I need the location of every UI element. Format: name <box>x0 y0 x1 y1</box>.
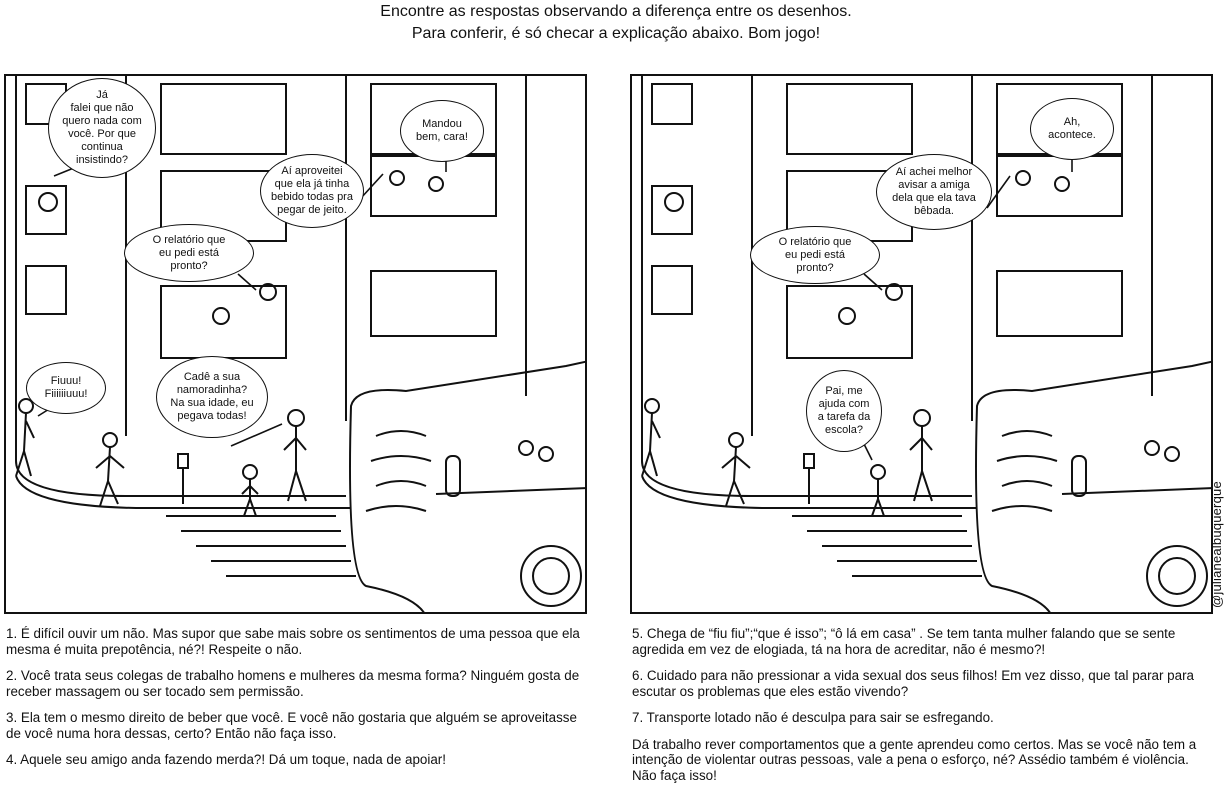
comic-panel-right <box>630 74 1213 614</box>
explanation-1: 1. É difícil ouvir um não. Mas supor que sabe mais sobre os sentimentos de uma pessoa que ela mesma é muita prepotência, né?! Respeite o não. <box>6 626 580 657</box>
explanation-6: 6. Cuidado para não pressionar a vida sexual dos seus filhos! Em vez disso, que tal parar para escutar os problemas que eles estão vivendo? <box>632 668 1194 699</box>
author-credit: @julianealbuquerque <box>1209 481 1224 608</box>
instructions-header <box>0 0 1232 45</box>
speech-bubble-boss: O relatório que eu pedi está pronto? <box>124 224 254 282</box>
instructions-line-2: Para conferir, é só checar a explicação abaixo. Bom jogo! <box>411 25 821 42</box>
speech-bubble-man-window: Aí aproveitei que ela já tinha bebido todas pra pegar de jeito. <box>260 154 364 228</box>
closing-message: Dá trabalho rever comportamentos que a gente aprendeu como certos. Mas se você não tem a intenção de violentar outras pessoas, vale a pena o esforço, né? Assédio também é violência. Não faça isso! <box>632 736 1197 783</box>
speech-bubble-father: Cadê a sua namoradinha? Na sua idade, eu pegava todas! <box>156 356 268 438</box>
speech-bubble-boss: O relatório que eu pedi está pronto? <box>750 226 880 284</box>
speech-bubble-woman-window: Já falei que não quero nada com você. Por que continua insistindo? <box>48 78 156 178</box>
man-walking-left <box>16 399 34 476</box>
speech-bubble-friend-window: Ah, acontece. <box>1030 98 1114 160</box>
comic-panel-left <box>4 74 587 614</box>
instructions-line-1: Encontre as respostas observando a diferença entre os desenhos. <box>380 3 852 20</box>
explanation-3: 3. Ela tem o mesmo direito de beber que você. E você não gostaria que alguém se aproveitasse de você numa hora dessas, certo? Então não faça isso. <box>6 710 577 741</box>
explanation-5: 5. Chega de “fiu fiu”;“que é isso”; “ô lá em casa” . Se tem tanta mulher falando que se sente agredida em vez de elogiada, tá na hora de acreditar, não é mesmo?! <box>632 626 1176 657</box>
explanation-2: 2. Você trata seus colegas de trabalho homens e mulheres da mesma forma? Ninguém gosta de receber massagem ou ser tocado sem permissão. <box>6 668 580 699</box>
speech-bubble-man-window: Aí achei melhor avisar a amiga dela que ela tava bêbada. <box>876 154 992 230</box>
explanations-left <box>6 626 586 779</box>
explanation-7: 7. Transporte lotado não é desculpa para sair se esfregando. <box>632 710 994 725</box>
explanation-4: 4. Aquele seu amigo anda fazendo merda?! Dá um toque, nada de apoiar! <box>6 752 446 767</box>
explanations-right <box>632 626 1214 794</box>
speech-bubble-child: Pai, me ajuda com a tarefa da escola? <box>806 370 882 452</box>
speech-bubble-friend-window: Mandou bem, cara! <box>400 100 484 162</box>
speech-bubble-catcaller: Fiuuu! Fiiiiiiuuu! <box>26 362 106 414</box>
